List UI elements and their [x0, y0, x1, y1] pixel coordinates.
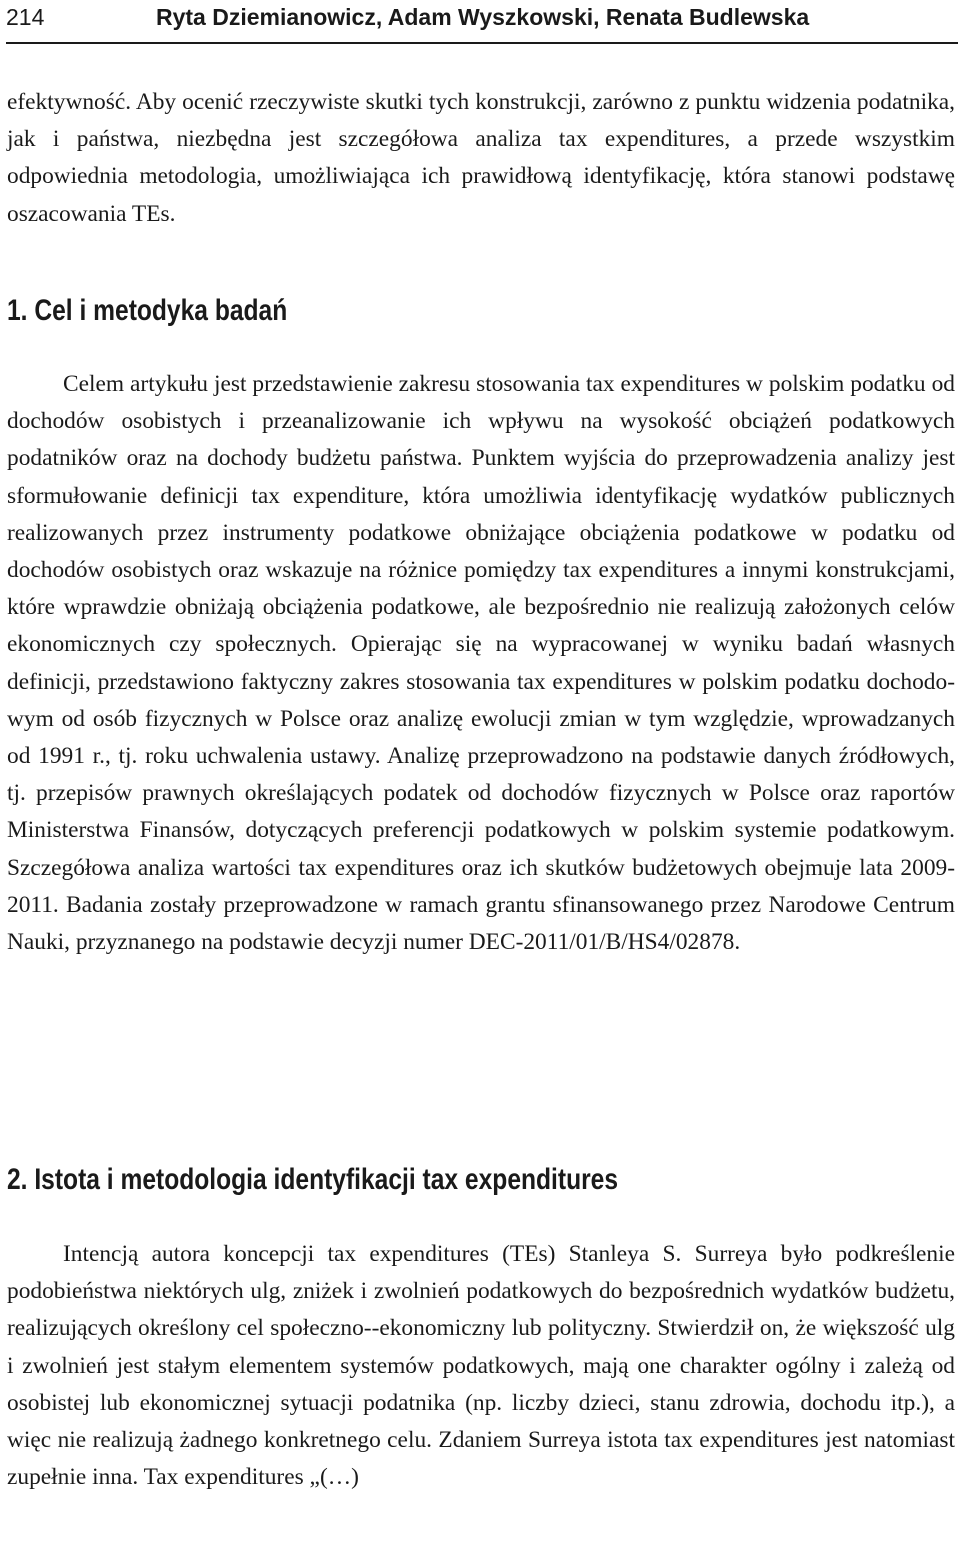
section-2-heading: 2. Istota i metodologia identyfikacji tax expenditures: [7, 1163, 619, 1196]
section-1-heading: 1. Cel i metodyka badań: [7, 294, 288, 327]
running-header: [0, 0, 960, 46]
header-rule: [6, 42, 958, 44]
section-1-paragraph: Celem artykułu jest przedstawienie zakresu stosowania tax expenditures w polskim podatku od dochodów osobistych i przeanalizowanie ich wpływu na wysokość obciążeń podatkowych podatników oraz na dochody budżetu państwa. Punktem wyjścia do przeprowadzenia analizy jest sformułowanie definicji tax expenditure, która umożliwia identyfikację wydatków publicznych realizowanych przez instrumenty podatkowe obniżające obciążenia podatkowe w podatku od dochodów osobistych oraz wskazuje na różnice pomiędzy tax expenditures a innymi konstrukcjami, które wprawdzie obniżają obciążenia podatkowe, ale bezpośrednio nie realizują założonych celów ekonomicznych czy społecznych. Opierając się na wypracowanej w wyniku badań własnych definicji, przedstawiono faktyczny zakres stosowania tax expenditures w polskim podatku dochodowym od osób fizycznych w Polsce oraz analizę ewolucji zmian w tym względzie, wprowadzanych od 1991 r., tj. roku uchwalenia ustawy. Analizę przeprowadzono na podstawie danych źródłowych, tj. przepisów prawnych określających podatek od dochodów fizycznych w Polsce oraz raportów Ministerstwa Finansów, dotyczących preferencji podatkowych w polskim systemie podatkowym. Szczegółowa analiza wartości tax expenditures oraz ich skutków budżetowych obejmuje lata 2009-2011. Badania zostały przeprowadzone w ramach grantu sfinansowanego przez Narodowe Centrum Nauki, przyznanego na podstawie decyzji numer DEC-2011/01/B/HS4/02878.: [7, 371, 955, 956]
page-number: 214: [6, 4, 45, 30]
intro-paragraph: efektywność. Aby ocenić rzeczywiste skutki tych konstrukcji, zarówno z punktu widzenia podatnika, jak i państwa, niezbędna jest szczegółowa analiza tax expenditures, a przede wszystkim odpowiednia metodologia, umożliwiająca ich prawidłową identyfikację, która stanowi podstawę oszacowania TEs.: [7, 89, 955, 227]
running-head-authors: Ryta Dziemianowicz, Adam Wyszkowski, Renata Budlewska: [156, 4, 810, 30]
section-2-paragraph: Intencją autora koncepcji tax expenditures (TEs) Stanleya S. Surreya było podkreślenie podobieństwa niektórych ulg, zniżek i zwolnień podatkowych do bezpośrednich wydatków budżetu, realizujących określony cel społeczno--ekonomiczny lub polityczny. Stwierdził on, że większość ulg i zwolnień jest stałym elementem systemów podatkowych, mają one charakter ogólny i zależą od osobistej lub ekonomicznej sytuacji podatnika (np. liczby dzieci, stanu zdrowia, dochodu itp.), a więc nie realizują żadnego konkretnego celu. Zdaniem Surreya istota tax expenditures jest natomiast zupełnie inna. Tax expenditures „(…): [7, 1241, 955, 1491]
